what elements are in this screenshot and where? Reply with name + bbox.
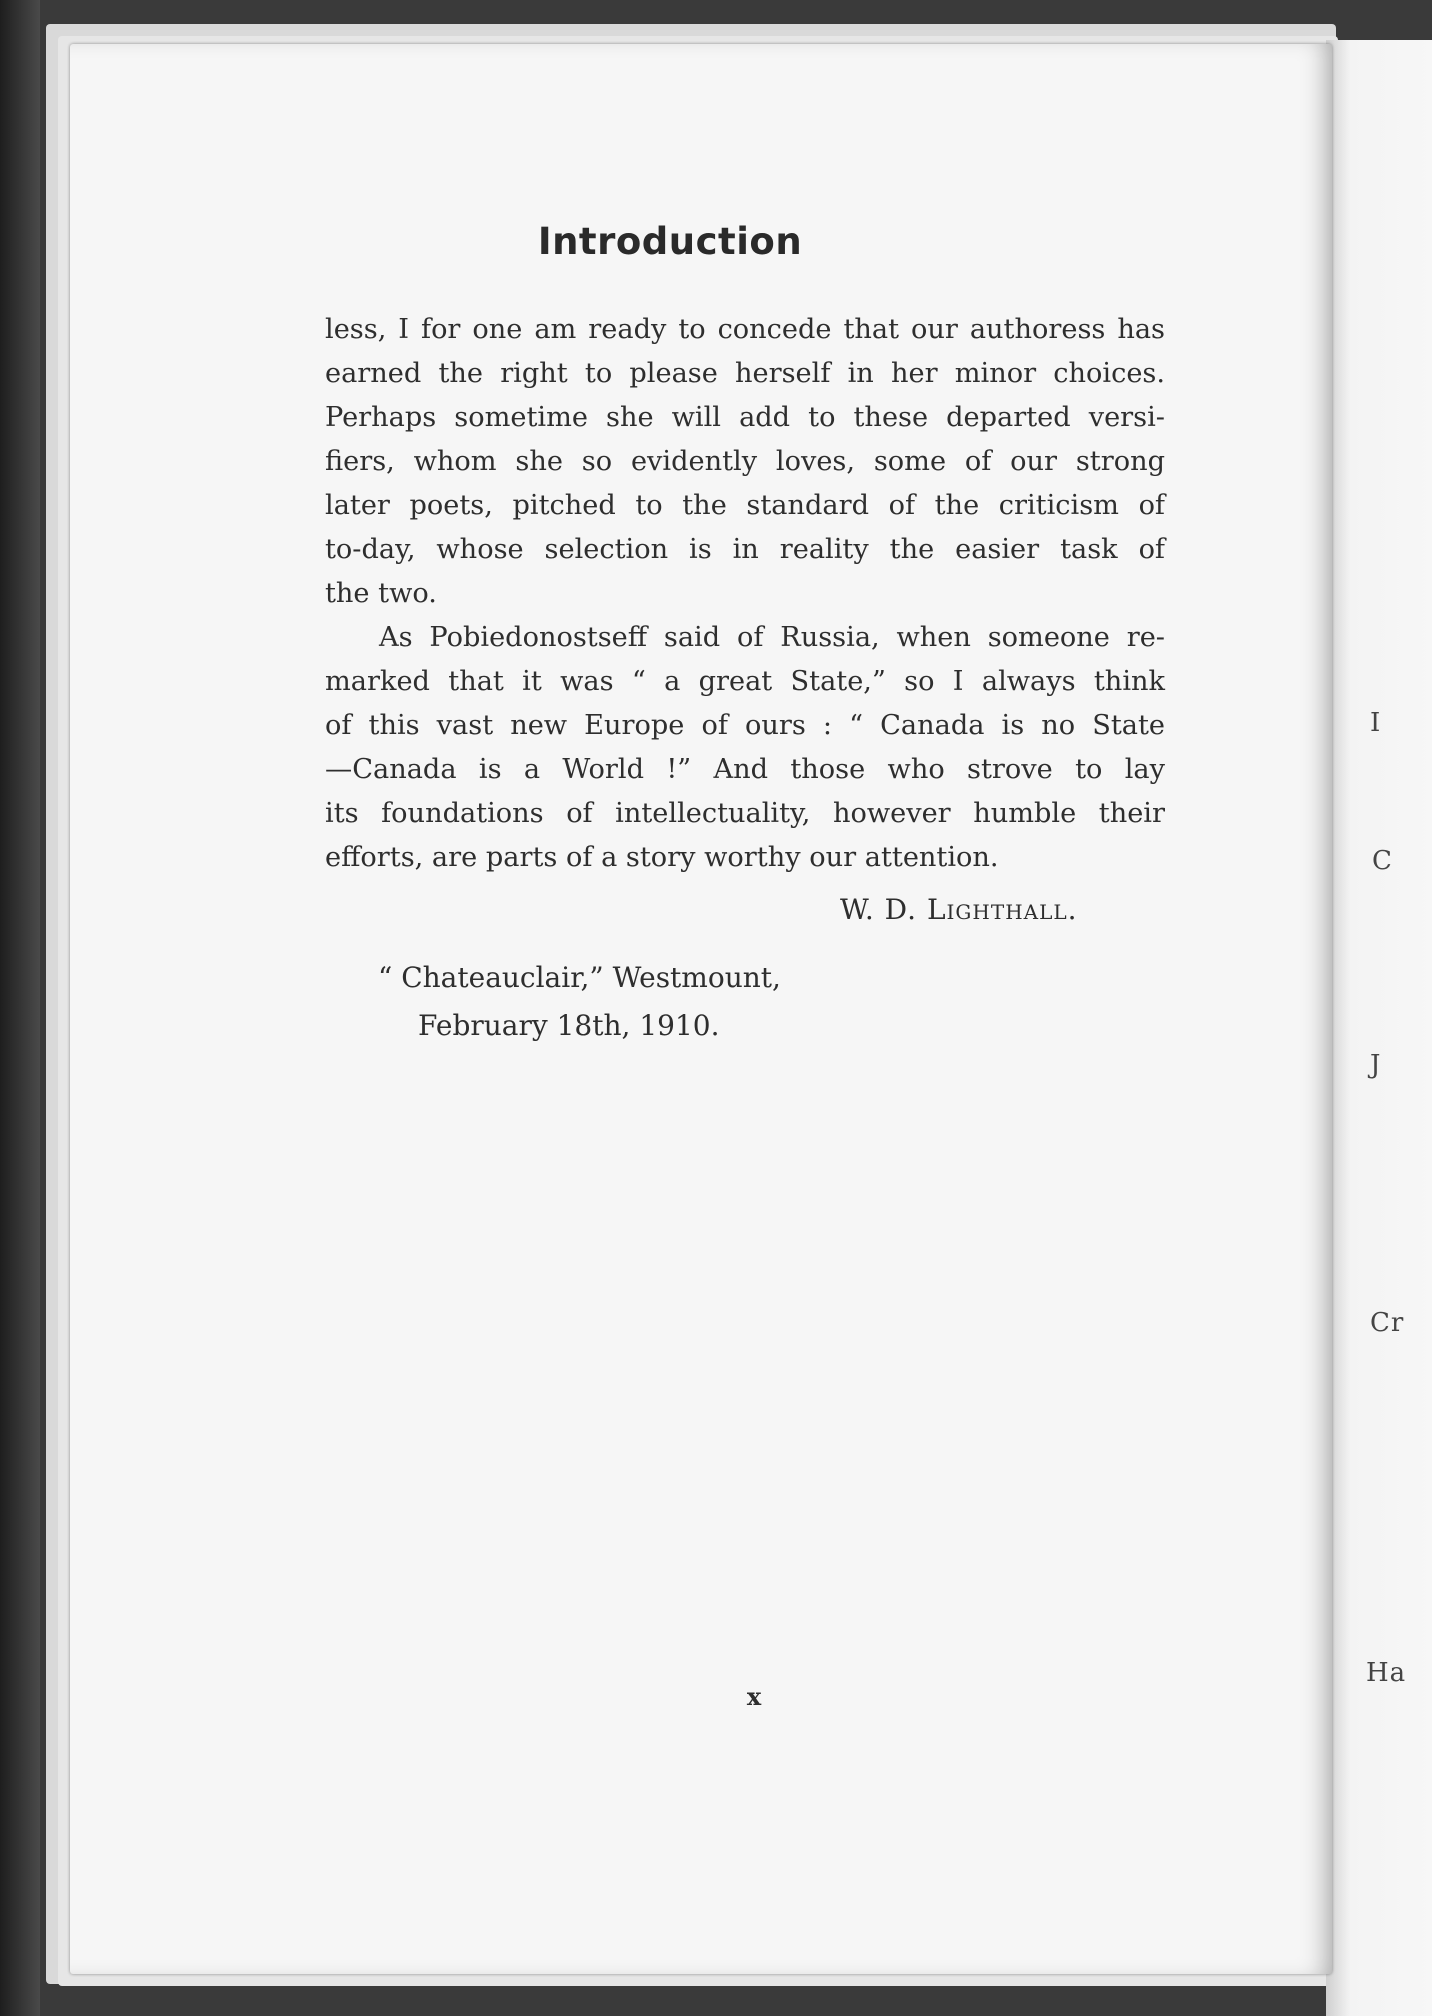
- page-number: x: [746, 1682, 762, 1711]
- facing-page-fragment: J: [1370, 1050, 1382, 1080]
- scanner-edge: [0, 0, 40, 2016]
- text-line: Perhaps sometime she will add to these departed versi-: [325, 402, 1165, 433]
- facing-page-fragment: Ha: [1366, 1658, 1407, 1688]
- place-and-date: [378, 954, 781, 1050]
- date-line: February 18th, 1910.: [418, 1009, 720, 1042]
- page-heading: Introduction: [537, 220, 803, 263]
- text-line: marked that it was “ a great State,” so I always think: [325, 666, 1165, 697]
- text-line: less, I for one am ready to concede that our authoress has: [325, 314, 1165, 345]
- facing-page-fragment: Cr: [1370, 1308, 1405, 1338]
- facing-page: [1326, 40, 1432, 2016]
- text-line: of this vast new Europe of ours : “ Canada is no State: [325, 710, 1165, 741]
- text-line: —Canada is a World !” And those who strove to lay: [325, 754, 1165, 785]
- text-line: efforts, are parts of a story worthy our attention.: [325, 842, 999, 873]
- text-line: the two.: [325, 578, 437, 609]
- text-line: later poets, pitched to the standard of the criticism of: [325, 490, 1165, 521]
- text-line: fiers, whom she so evidently loves, some of our strong: [325, 446, 1165, 477]
- facing-page-fragment: C: [1372, 846, 1393, 876]
- text-line: earned the right to please herself in her minor choices.: [325, 358, 1165, 389]
- author-signature: W. D. Lighthall.: [840, 893, 1078, 926]
- text-line: to-day, whose selection is in reality the easier task of: [325, 534, 1165, 565]
- text-line: its foundations of intellectuality, however humble their: [325, 798, 1165, 829]
- facing-page-fragment: I: [1370, 708, 1382, 738]
- place-line: “ Chateauclair,” Westmount,: [378, 961, 781, 994]
- body-text: [325, 308, 1165, 880]
- text-line: As Pobiedonostseff said of Russia, when someone re-: [379, 622, 1165, 653]
